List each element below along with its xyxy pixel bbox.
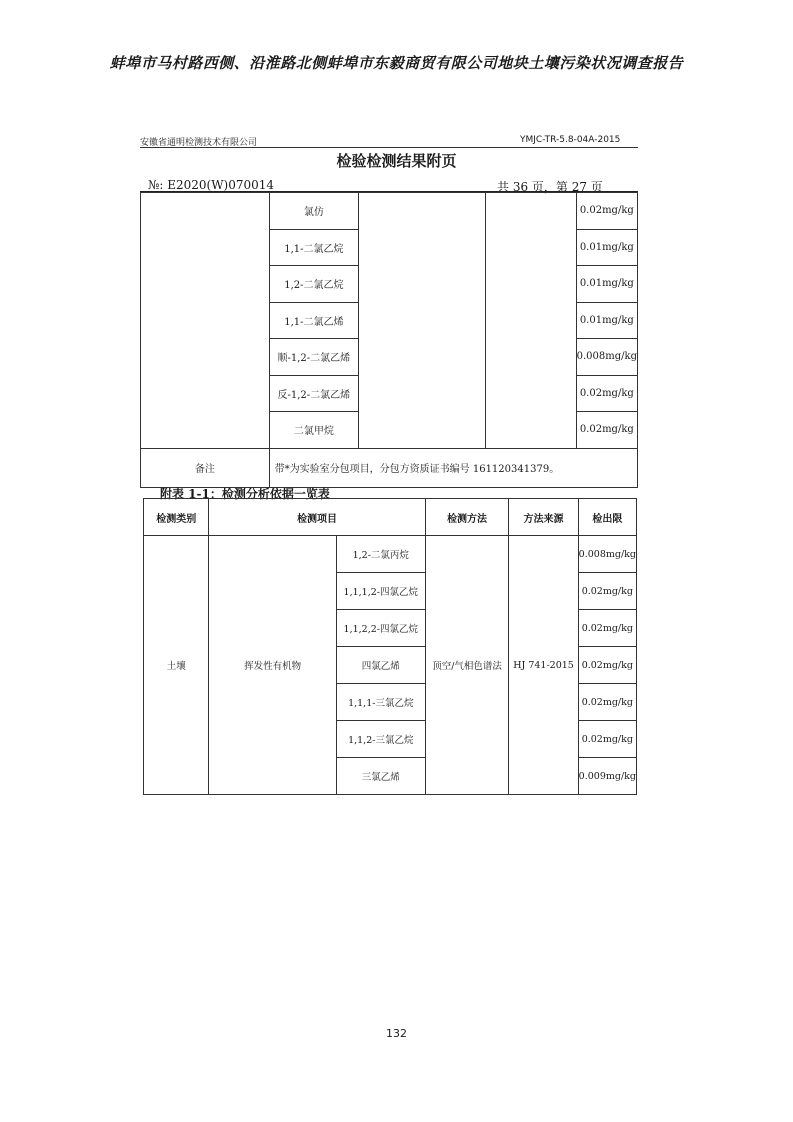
- item-cell: 顺-1,2-二氯乙烯: [269, 339, 358, 376]
- company-name: 安徽省通明检测技术有限公司: [140, 138, 258, 148]
- report-header-title: 蚌埠市马村路西侧、沿淮路北侧蚌埠市东毅商贸有限公司地块土壤污染状况调查报告: [109, 54, 684, 72]
- item-cell: 1,1,2-三氯乙烷: [336, 721, 425, 758]
- page-info: 共 36 页，第 27 页: [497, 180, 603, 194]
- limit-cell: 0.02mg/kg: [576, 193, 637, 230]
- limit-cell: 0.02mg/kg: [578, 684, 636, 721]
- table-row: [141, 193, 638, 230]
- column-header: 方法来源: [509, 499, 578, 536]
- limit-cell: 0.02mg/kg: [578, 721, 636, 758]
- item-cell: 三氯乙烯: [336, 758, 425, 795]
- item-cell: 1,1,2,2-四氯乙烷: [336, 610, 425, 647]
- sheet-title: 检验检测结果附页: [336, 152, 457, 170]
- remark-text: 带*为实验室分包项目，分包方资质证书编号 161120341379。: [269, 448, 637, 487]
- limit-cell: 0.01mg/kg: [576, 229, 637, 266]
- limit-cell: 0.01mg/kg: [576, 266, 637, 303]
- column-header: 检出限: [578, 499, 636, 536]
- category-cell: 土壤: [144, 536, 209, 795]
- item-cell: 1,1-二氯乙烯: [269, 302, 358, 339]
- appendix-table: [143, 498, 637, 795]
- limit-cell: 0.02mg/kg: [576, 375, 637, 412]
- column-header: 检测类别: [144, 499, 209, 536]
- limit-cell: 0.009mg/kg: [578, 758, 636, 795]
- table-header-row: [144, 499, 637, 536]
- limit-cell: 0.02mg/kg: [578, 610, 636, 647]
- item-cell: 四氯乙烯: [336, 647, 425, 684]
- limit-cell: 0.008mg/kg: [576, 339, 637, 376]
- item-cell: 1,1,1-三氯乙烷: [336, 684, 425, 721]
- item-cell: 氯仿: [269, 193, 358, 230]
- limit-cell: 0.02mg/kg: [576, 412, 637, 449]
- item-cell: 二氯甲烷: [269, 412, 358, 449]
- item-cell: 1,1,1,2-四氯乙烷: [336, 573, 425, 610]
- appendix-title: 附表 1-1：检测分析依据一览表: [160, 487, 330, 501]
- results-table: [140, 192, 638, 488]
- limit-cell: 0.008mg/kg: [578, 536, 636, 573]
- column-header: 检测项目: [209, 499, 425, 536]
- item-cell: 1,2-二氯丙烷: [336, 536, 425, 573]
- limit-cell: 0.02mg/kg: [578, 647, 636, 684]
- header-divider: [140, 147, 638, 148]
- method-cell: [359, 193, 486, 449]
- limit-cell: 0.01mg/kg: [576, 302, 637, 339]
- table-row: [144, 536, 637, 573]
- page-number: 132: [386, 1027, 407, 1040]
- source-cell: [485, 193, 576, 449]
- limit-cell: 0.02mg/kg: [578, 573, 636, 610]
- method-cell: 顶空/气相色谱法: [425, 536, 509, 795]
- item-cell: 反-1,2-二氯乙烯: [269, 375, 358, 412]
- subcategory-cell: 挥发性有机物: [209, 536, 336, 795]
- remark-row: [141, 448, 638, 487]
- item-cell: 1,1-二氯乙烷: [269, 229, 358, 266]
- remark-label: 备注: [141, 448, 270, 487]
- category-cell: [141, 193, 270, 449]
- report-number: №: E2020(W)070014: [148, 178, 275, 192]
- column-header: 检测方法: [425, 499, 509, 536]
- source-cell: HJ 741-2015: [509, 536, 578, 795]
- document-code: YMJC-TR-5.8-04A-2015: [520, 135, 621, 145]
- item-cell: 1,2-二氯乙烷: [269, 266, 358, 303]
